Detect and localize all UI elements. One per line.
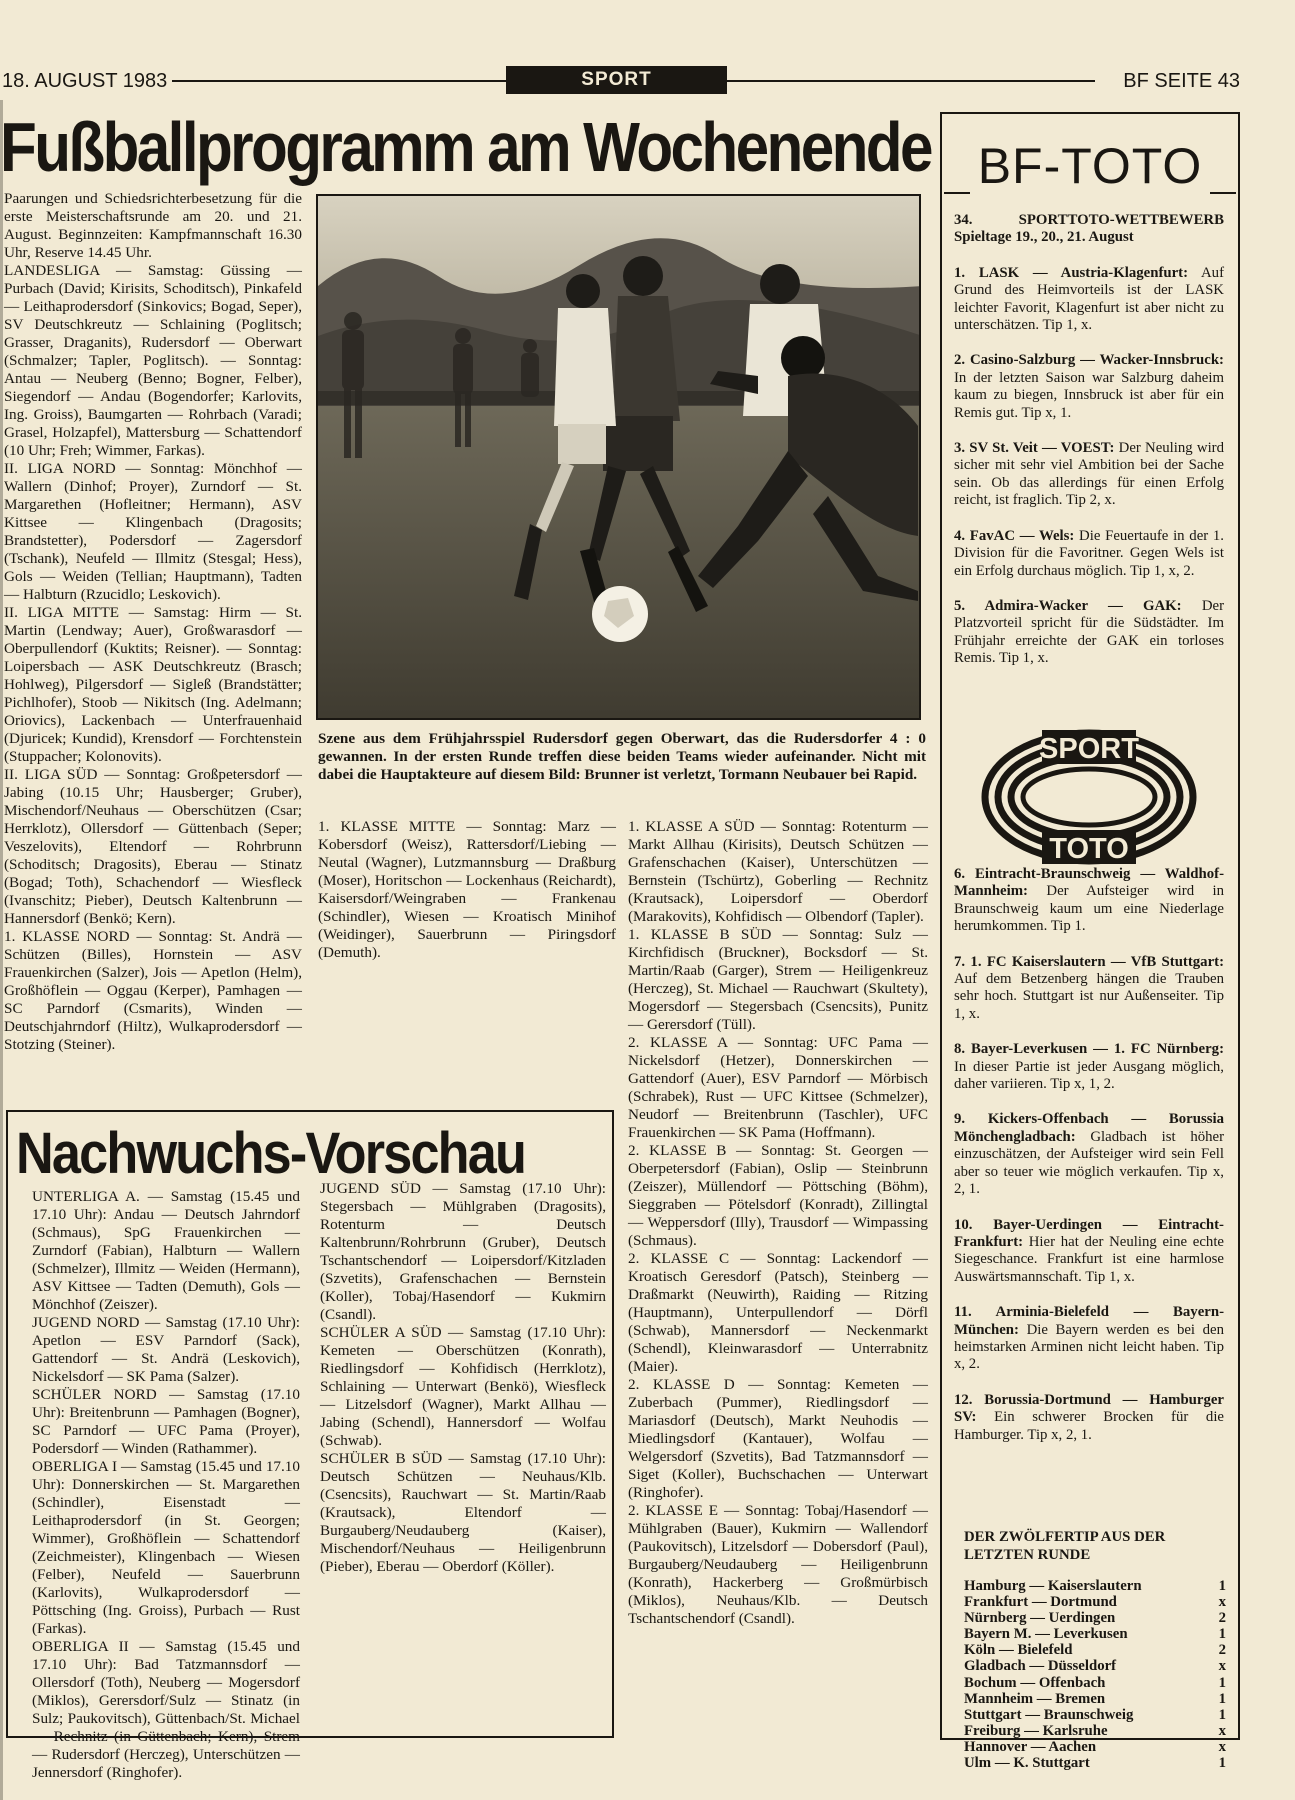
article-paragraph: II. LIGA MITTE — Samstag: Hirm — St. Martin (Lendway; Auer), Großwarasdorf — Oberpullendorf (Kuktits; Reisner). — Sonntag: Loipersbach — ASK Deutschkreutz (Brasch; Hohlweg), Pilgersdorf — Sigleß (Brandstätter; Pichlhofer), Stoob — Nikitsch (Ing. Adelmann; Oriovics), Lackenbach — Unterfrauenhaid (Djuricek; Kundid), Krensdorf — Forchtenstein (Stuppacher; Kolonovits). xyxy=(4,604,302,765)
masthead-rule xyxy=(727,80,1095,82)
result-row xyxy=(964,1739,1226,1755)
results-list xyxy=(964,1528,1226,1771)
toto-tip xyxy=(954,528,1224,580)
article-paragraph: 1. KLASSE B SÜD — Sonntag: Sulz — Kirchfidisch (Bruckner), Bocksdorf — St. Martin/Raab (Garger), Strem — Heiligenkreuz (Herczeg), St. Michael — Rauchwart (Skultety), Mogersdorf — Stegersbach (Csencsits), Punitz — Gerersdorf (Tüll). xyxy=(628,926,928,1033)
article-paragraph: 1. KLASSE NORD — Sonntag: St. Andrä — Schützen (Billes), Hornstein — ASV Frauenkirchen (Salzer), Jois — Apetlon (Helm), Großhöflein — Oggau (Kerper), Pamhagen — SC Parndorf (Csmarits), Winden — Deutschjahrndorf (Hiltz), Wulkaprodersdorf — Stotzing (Steiner). xyxy=(4,928,302,1053)
result-match: Ulm — K. Stuttgart xyxy=(964,1755,1090,1772)
result-tip: 1 xyxy=(1218,1578,1226,1594)
tip-text: Der Platzvorteil spricht für die Südstädter. Im Frühjahr erreichte der GAK ein torloses Remis. Tip 1, x. xyxy=(954,597,1224,667)
tip-text: In dieser Partie ist jeder Ausgang möglich, daher variieren. Tip x, 1, 2. xyxy=(954,1058,1224,1093)
tip-head: 8. Bayer-Leverkusen — 1. FC Nürnberg: xyxy=(954,1041,1224,1058)
result-match: Freiburg — Karlsruhe xyxy=(964,1722,1108,1739)
toto-tip xyxy=(954,1041,1224,1093)
results-title: DER ZWÖLFERTIP AUS DER LETZTEN RUNDE xyxy=(964,1529,1166,1563)
article-paragraph: II. LIGA SÜD — Sonntag: Großpetersdorf — Jabing (10.15 Uhr; Hausberger; Gruber), Mischendorf/Neuhaus — Oberschützen (Csar; Herrklotz), Ollersdorf — Güttenbach (Seper; Veszelovits), Eltendorf — Rohrbrunn (Schoditsch; Dragosits), Eberau — Stinatz (Bogad; Toth), Schachendorf — Wiesfleck (Ivanschitz; Pieber), Deutsch Kaltenbrunn — Hannersdorf (Benkö; Kern). xyxy=(4,766,302,927)
tip-head: 10. Bayer-Uerdingen — Eintracht-Frankfurt: xyxy=(954,1216,1224,1250)
result-tip: 2 xyxy=(1218,1642,1226,1659)
result-row xyxy=(964,1755,1226,1771)
tip-head: 11. Arminia-Bielefeld — Bayern-München: xyxy=(954,1304,1224,1338)
result-row xyxy=(964,1658,1226,1674)
tip-head: 1. LASK — Austria-Klagenfurt: xyxy=(954,264,1189,281)
nachwuchs-paragraph: SCHÜLER B SÜD — Samstag (17.10 Uhr): Deutsch Schützen — Neuhaus/Klb. (Csencsits), Rauchwart — St. Martin/Raab (Krautsack), Eltendorf — Burgauberg/Neudauberg (Kaiser), Mischendorf/Neuhaus — Heiligenbrunn (Pieber), Eberau — Oberdorf (Köller). xyxy=(320,1450,606,1575)
tip-text: In der letzten Saison war Salzburg daheim kaum zu biegen, Innsbruck ist aber für ein Remis gut. Tip x, 1. xyxy=(954,369,1224,421)
result-row xyxy=(964,1707,1226,1723)
photo-illustration xyxy=(318,196,921,720)
result-match: Köln — Bielefeld xyxy=(964,1642,1073,1659)
article-paragraph: 2. KLASSE C — Sonntag: Lackendorf — Kroatisch Geresdorf (Patsch), Steinberg — Draßmarkt (Neuwirth), Raiding — Ritzing (Hauptmann), Unterpullendorf — Dörfl (Schwab), Mannersdorf — Neckenmarkt (Schendl), Kleinwarasdorf — Unterrabnitz (Maier). xyxy=(628,1250,928,1375)
result-tip: 1 xyxy=(1218,1755,1226,1772)
tip-text: Der Neuling wird sicher mit sehr viel Ambition bei der Sache sein. Ob das allerdings für einen Erfolg reicht, ist fraglich. Tip 2, x. xyxy=(954,440,1225,509)
nachwuchs-column-2 xyxy=(320,1180,606,1576)
result-tip: 1 xyxy=(1218,1626,1226,1643)
tip-text: Die Feuertaufe in der 1. Division für die Favoritner. Gegen Wels ist ein Erfolg durchaus möglich. Tip 1, x, 2. xyxy=(954,527,1224,579)
logo-word-top: SPORT xyxy=(1039,733,1139,765)
result-tip: 1 xyxy=(1218,1706,1226,1723)
toto-tip xyxy=(954,866,1224,936)
result-match: Bayern M. — Leverkusen xyxy=(964,1626,1128,1643)
result-row xyxy=(964,1626,1226,1642)
article-paragraph: 2. KLASSE B — Sonntag: St. Georgen — Oberpetersdorf (Fabian), Oslip — Steinbrunn (Zeiszer), Müllendorf — Pöttsching (Böhm), Sieggraben — Pötelsdorf (Konradt), Zillingtal — Weppersdorf (Illy), Trausdorf — Wimpassing (Schmaus). xyxy=(628,1142,928,1249)
toto-tip xyxy=(954,1304,1224,1374)
masthead xyxy=(0,66,1240,96)
toto-tip xyxy=(954,265,1224,335)
result-tip: 1 xyxy=(1218,1674,1226,1691)
toto-tip xyxy=(954,954,1224,1024)
toto-tips-bottom xyxy=(954,866,1224,1444)
tip-text: Gladbach ist höher einzuschätzen, der Aufsteiger wird sein Fell aber so teuer wie möglich verkaufen. Tip x, 2, 1. xyxy=(954,1128,1225,1198)
tip-head: 6. Eintracht-Braunschweig — Waldhof-Mannheim: xyxy=(954,866,1224,900)
nachwuchs-column-1 xyxy=(32,1188,300,1782)
result-tip: x xyxy=(1218,1738,1226,1755)
result-tip: x xyxy=(1218,1594,1226,1611)
tip-text: Hier hat der Neuling eine echte Siegeschance. Frankfurt ist eine harmlose Auswärtsmannschaft. Tip 1, x. xyxy=(954,1233,1224,1285)
nachwuchs-paragraph: UNTERLIGA A. — Samstag (15.45 und 17.10 Uhr): Andau — Deutsch Jahrndorf (Schmaus), SpG Frauenkirchen — Zurndorf (Fabian), Halbturn — Wallern (Schmelzer), Illmitz — Weiden (Hermann), ASV Kittsee — Tadten (Demuth), Gols — Mönchhof (Zeiszer). xyxy=(32,1188,300,1313)
article-paragraph: 1. KLASSE A SÜD — Sonntag: Rotenturm — Markt Allhau (Kirisits), Deutsch Schützen — Grafenschachen (Kaiser), Unterschützen — Bernstein (Tschürtz), Goberling — Rechnitz (Krautsack), Loipersdorf — Oberdorf (Marakovits), Kohfidisch — Olbendorf (Tapler). xyxy=(628,818,928,925)
match-photo xyxy=(316,194,921,720)
nachwuchs-paragraph: OBERLIGA II — Samstag (15.45 und 17.10 Uhr): Bad Tatzmannsdorf — Ollersdorf (Toth), Neuberg — Mogersdorf (Miklos), Gerersdorf/Sulz — Stinatz (in Sulz; Paukovitsch), Güttenbach/St. Michael — Rechnitz (in Güttenbach; Kern), Strem — Rudersdorf (Herczeg), Unterschützen — Jennersdorf (Ringhofer). xyxy=(32,1638,300,1781)
nachwuchs-paragraph: SCHÜLER A SÜD — Samstag (17.10 Uhr): Kemeten — Oberschützen (Konrath), Riedlingsdorf — Kohfidisch (Herrklotz), Schlaining — Unterwart (Benkö), Wiesfleck — Litzelsdorf (Wagner), Markt Allhau — Jabing (Schendl), Hannersdorf — Wolfau (Schwab). xyxy=(320,1324,606,1449)
tip-text: Die Bayern werden es bei den heimstarken Arminen nicht leicht haben. Tip x, 2. xyxy=(954,1321,1224,1373)
toto-title: BF-TOTO xyxy=(977,138,1203,194)
result-match: Gladbach — Düsseldorf xyxy=(964,1658,1117,1675)
tip-head: 3. SV St. Veit — VOEST: xyxy=(954,440,1115,457)
result-match: Nürnberg — Uerdingen xyxy=(964,1610,1116,1627)
article-paragraph: Paarungen und Schiedsrichterbesetzung für die erste Meisterschaftsrunde am 20. und 21. August. Beginnzeiten: Kampfmannschaft 16.30 Uhr, Reserve 14.45 Uhr. xyxy=(4,190,302,261)
result-row xyxy=(964,1578,1226,1594)
tip-head: 12. Borussia-Dortmund — Hamburger SV: xyxy=(954,1391,1224,1426)
tip-text: Auf dem Betzenberg hängen die Trauben sehr hoch. Stuttgart ist nur Außenseiter. Tip 1, x. xyxy=(954,971,1224,1022)
article-paragraph: II. LIGA NORD — Sonntag: Mönchhof — Wallern (Dinhof; Proyer), Zurndorf — St. Margarethen (Hofleitner; Hermann), ASV Kittsee — Klingenbach (Dragosits; Brandstetter), Podersdorf — Zagersdorf (Tschank), Neufeld — Illmitz (Stesgal; Hess), Gols — Weiden (Tellian; Hauptmann), Tadten — Halbturn (Rzucidlo; Leskovich). xyxy=(4,460,302,603)
page-edge xyxy=(0,100,3,1800)
toto-tip xyxy=(954,1392,1224,1444)
nachwuchs-paragraph: SCHÜLER NORD — Samstag (17.10 Uhr): Breitenbrunn — Pamhagen (Bogner), SC Parndorf — UFC Pama (Proyer), Podersdorf — Winden (Rathammer). xyxy=(32,1386,300,1457)
article-paragraph: 2. KLASSE A — Sonntag: UFC Pama — Nickelsdorf (Hetzer), Donnerskirchen — Gattendorf (Auer), ESV Parndorf — Mörbisch (Schrabek), Rust — UFC Kittsee (Schmelzer), Neudorf — Breitenbrunn (Taschler), UFC Frauenkirchen — SK Pama (Hoffmann). xyxy=(628,1034,928,1141)
toto-tip xyxy=(954,440,1224,510)
result-match: Hannover — Aachen xyxy=(964,1738,1097,1755)
toto-tip xyxy=(954,1217,1224,1287)
result-tip: x xyxy=(1218,1722,1226,1739)
article-column-1 xyxy=(4,190,302,1054)
toto-tip xyxy=(954,352,1224,422)
article-column-3 xyxy=(628,818,928,1628)
tip-text: Auf Grund des Heimvorteils ist der LASK leichter Favorit, Klagenfurt ist aber nicht zu unterschätzen. Tip 1, x. xyxy=(954,264,1224,334)
result-match: Stuttgart — Braunschweig xyxy=(964,1706,1134,1723)
tip-head: 9. Kickers-Offenbach — Borussia Mönchengladbach: xyxy=(954,1111,1224,1145)
result-tip: x xyxy=(1218,1658,1226,1675)
masthead-rule xyxy=(172,80,506,82)
result-row xyxy=(964,1691,1226,1707)
photo-caption: Szene aus dem Frühjahrsspiel Rudersdorf gegen Oberwart, das die Rudersdorfer 4 : 0 gewannen. In der ersten Runde treffen diese beiden Teams wieder aufeinander. Nicht mit dabei die Hauptakteure auf diesem Bild: Brunner ist verletzt, Tormann Neubauer bei Rapid. xyxy=(318,730,926,783)
nachwuchs-paragraph: JUGEND NORD — Samstag (17.10 Uhr): Apetlon — ESV Parndorf (Sack), Gattendorf — St. Andrä (Leskovich), Nickelsdorf — SK Pama (Salzer). xyxy=(32,1314,300,1385)
logo-word-bottom: TOTO xyxy=(1049,833,1129,865)
result-row xyxy=(964,1675,1226,1691)
toto-tips-top xyxy=(954,212,1224,668)
tip-text: Der Aufsteiger wird in Braunschweig kaum um eine Niederlage herumkommen. Tip 1. xyxy=(954,883,1224,935)
article-paragraph: 1. KLASSE MITTE — Sonntag: Marz — Kobersdorf (Weisz), Rattersdorf/Liebing — Neutal (Wagner), Lutzmannsburg — Draßburg (Moser), Horitschon — Lockenhaus (Reichardt), Kaisersdorf/Weingraben — Frankenau (Schindler), Wiesen — Kroatisch Minihof (Weidinger), Sauerbrunn — Piringsdorf (Demuth). xyxy=(318,818,616,961)
result-match: Frankfurt — Dortmund xyxy=(964,1594,1117,1611)
nachwuchs-title: Nachwuchs-Vorschau xyxy=(16,1121,526,1186)
nachwuchs-paragraph: OBERLIGA I — Samstag (15.45 und 17.10 Uhr): Donnerskirchen — St. Margarethen (Schindler), Eisenstadt — Leithaprodersdorf (in St. Georgen; Wimmer), Großhöflein — Schattendorf (Zeichmeister), Klingenbach — Wiesen (Felber), Neufeld — Sauerbrunn (Karlovits), Wulkaprodersdorf — Pöttsching (Ing. Groiss), Purbach — Rust (Farkas). xyxy=(32,1458,300,1637)
tip-head: 7. 1. FC Kaiserslautern — VfB Stuttgart: xyxy=(954,953,1224,970)
result-match: Mannheim — Bremen xyxy=(964,1690,1106,1707)
nachwuchs-paragraph: JUGEND SÜD — Samstag (17.10 Uhr): Stegersbach — Mühlgraben (Dragosits), Rotenturm — Deutsch Kaltenbrunn/Rohrbrunn (Gruber), Deutsch Tschantschendorf — Loipersdorf/Kitzladen (Szvetits), Grafenschachen — Bernstein (Koller), Tobaj/Hasendorf — Kukmirn (Csandl). xyxy=(320,1180,606,1323)
result-tip: 2 xyxy=(1218,1610,1226,1627)
tip-head: 2. Casino-Salzburg — Wacker-Innsbruck: xyxy=(954,352,1224,369)
article-paragraph: 2. KLASSE D — Sonntag: Kemeten — Zuberbach (Pummer), Riedlingsdorf — Mariasdorf (Deutsch), Markt Neuhodis — Miedlingsdorf (Kantauer), Wolfau — Welgersdorf (Szvetits), Bad Tatzmannsdorf — Siget (Koller), Buchschachen — Unterwart (Ringhofer). xyxy=(628,1376,928,1501)
toto-subtitle: 34. SPORTTOTO-WETTBEWERB Spieltage 19., 20., 21. August xyxy=(954,212,1224,246)
result-row xyxy=(964,1610,1226,1626)
article-paragraph: LANDESLIGA — Samstag: Güssing — Purbach (David; Kirisits, Schoditsch), Pinkafeld — Leithaprodersdorf (Sinkovics; Bogad, Seper), SV Deutschkreutz — Schlaining (Poglitsch; Grasser, Draganits), Rudersdorf — Oberwart (Schmalzer; Tapler, Poglitsch). — Sonntag: Antau — Neuberg (Benno; Bogner, Felber), Siegendorf — Andau (Bogendorfer; Karlovits, Ing. Groiss), Baumgarten — Rohrbach (Varadi; Grasel, Holzapfel), Mattersburg — Schattendorf (10 Uhr; Freh; Wimmer, Farkas). xyxy=(4,262,302,459)
result-match: Bochum — Offenbach xyxy=(964,1674,1106,1691)
page-headline: Fußballprogramm am Wochenende xyxy=(0,108,931,186)
result-tip: 1 xyxy=(1218,1690,1226,1707)
results-rows xyxy=(964,1578,1226,1771)
article-paragraph: 2. KLASSE E — Sonntag: Tobaj/Hasendorf — Mühlgraben (Bauer), Kukmirn — Wallendorf (Paukovitsch), Litzelsdorf — Dobersdorf (Paul), Burgauberg/Neudauberg — Heiligenbrunn (Konrath), Hackerberg — Großmürbisch (Miklos), Neuhaus/Klb. — Deutsch Tschantschendorf (Csandl). xyxy=(628,1502,928,1627)
sport-toto-logo xyxy=(980,728,1198,866)
tip-text: Ein schwerer Brocken für die Hamburger. Tip x, 2, 1. xyxy=(954,1409,1224,1443)
result-row xyxy=(964,1642,1226,1658)
tip-head: 4. FavAC — Wels: xyxy=(954,527,1075,544)
toto-tip xyxy=(954,598,1224,668)
result-row xyxy=(964,1594,1226,1610)
article-column-2 xyxy=(318,818,616,962)
section-label: SPORT xyxy=(506,66,727,94)
toto-tip xyxy=(954,1111,1224,1198)
tip-head: 5. Admira-Wacker — GAK: xyxy=(954,597,1182,614)
result-match: Hamburg — Kaiserslautern xyxy=(964,1578,1142,1594)
page-number: BF SEITE 43 xyxy=(1123,70,1240,92)
result-row xyxy=(964,1723,1226,1739)
issue-date: 18. AUGUST 1983 xyxy=(2,70,168,92)
